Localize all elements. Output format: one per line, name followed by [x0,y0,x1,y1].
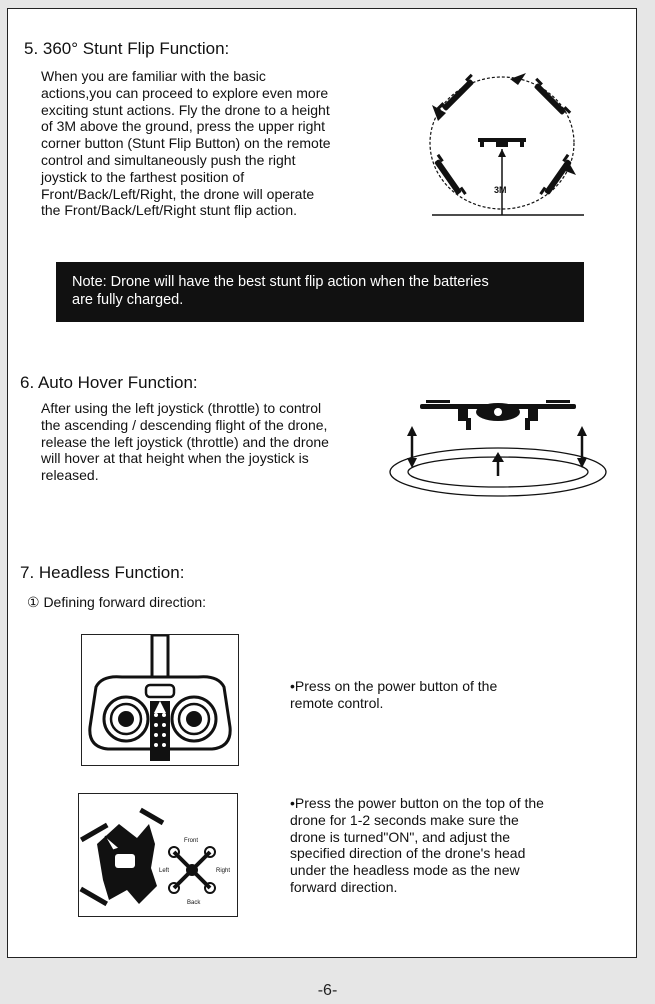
height-label: 3M [494,185,507,195]
text-line: remote control. [290,694,384,711]
section-7-subheading: ① Defining forward direction: [27,594,207,610]
text-line: control and simultaneously push the right [41,151,296,168]
step-1-text [290,678,610,712]
text-line: forward direction. [290,878,398,895]
note-box [56,262,584,322]
text-line: the Front/Back/Left/Right stunt flip action. [41,202,298,219]
text-line: will hover at that height when the joystick is [41,450,309,467]
text-line: •Press the power button on the top of the [290,795,544,811]
note-line: Note: Drone will have the best stunt flip action when the batteries [72,274,489,290]
section-6-text [41,400,411,484]
manual-page [7,8,637,958]
section-5-heading: 5. 360° Stunt Flip Function: [24,39,230,58]
text-line: the ascending / descending flight of the drone, [41,416,328,433]
text-line: drone is turned"ON", and adjust the [290,828,511,845]
right-label: Right [216,868,231,874]
text-line: exciting stunt actions. Fly the drone to a height [41,101,330,118]
step-2-text [290,795,620,896]
text-line: actions,you can proceed to explore even more [41,84,329,101]
text-line: When you are familiar with the basic [41,68,266,84]
left-label: Left [159,868,170,874]
text-line: joystick to the farthest position of [41,168,245,185]
text-line: release the left joystick (throttle) and the drone [41,433,329,450]
text-line: under the headless mode as the new [290,862,520,879]
text-line: specified direction of the drone's head [290,845,526,862]
stunt-flip-illustration [418,65,590,227]
remote-control-figure [81,634,239,766]
section-7-heading: 7. Headless Function: [20,563,185,582]
text-line: released. [41,467,99,484]
text-line: •Press on the power button of the [290,678,498,694]
section-6-heading: 6. Auto Hover Function: [20,373,198,392]
front-label: Front [184,838,199,844]
back-label: Back [187,900,201,906]
text-line: corner button (Stunt Flip Button) on the remote [41,135,331,152]
section-5-text [41,68,411,219]
note-line: are fully charged. [72,292,184,308]
page-number: -6- [317,982,338,999]
text-line: of 3M above the ground, press the upper right [41,118,326,135]
text-line: drone for 1-2 seconds make sure the [290,811,519,828]
text-line: After using the left joystick (throttle) to control [41,400,322,416]
drone-power-figure [78,793,238,917]
hover-illustration [386,394,610,500]
text-line: Front/Back/Left/Right, the drone will operate [41,185,315,202]
